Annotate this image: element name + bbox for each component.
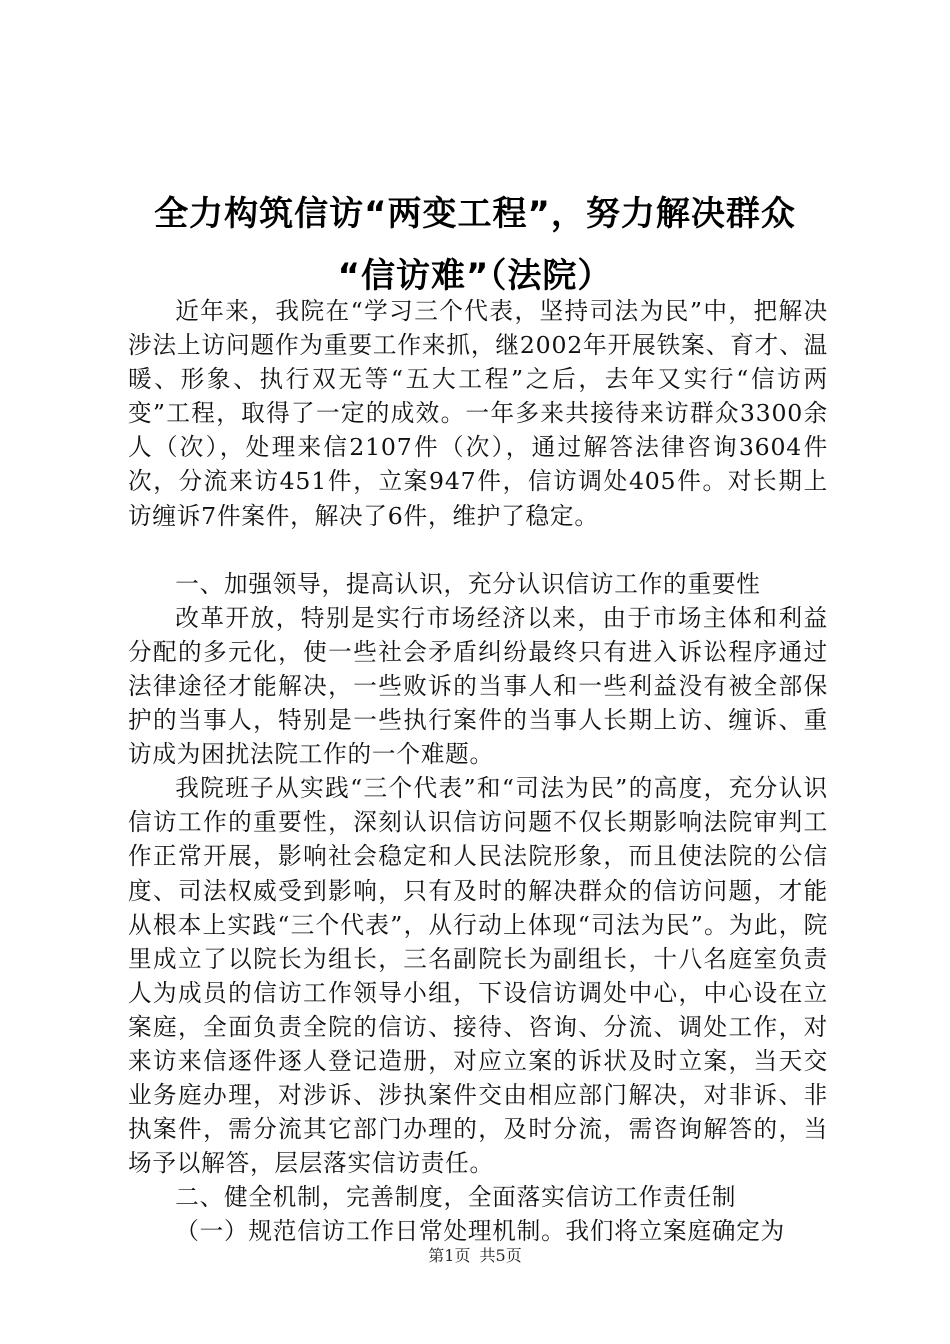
section-heading-2: 二、健全机制，完善制度，全面落实信访工作责任制 bbox=[175, 1183, 737, 1212]
page-total: 共5页 bbox=[479, 1246, 522, 1265]
body-paragraph: （一）规范信访工作日常处理机制。我们将立案庭确定为 bbox=[175, 1217, 786, 1246]
section-heading-1: 一、加强领导，提高认识，充分认识信访工作的重要性 bbox=[175, 569, 761, 598]
document-title-line-1: 全力构筑信访“两变工程”，努力解决群众 bbox=[154, 194, 796, 234]
page-footer bbox=[0, 1243, 950, 1266]
document-title-line-2: “信访难”（法院） bbox=[337, 256, 613, 296]
intro-paragraph: 近年来，我院在“学习三个代表，坚持司法为民”中，把解决涉法上访问题作为重要工作来抓，继2002年开展铁案、育才、温暖、形象、执行双无等“五大工程”之后，去年又实行“信访两变”工程，取得了一定的成效。一年多来共接待来访群众3300余人（次），处理来信2107件（次），通过解答法律咨询3604件次，分流来访451件，立案947件，信访调处405件。对长期上访缠诉7件案件，解决了6件，维护了稳定。 bbox=[128, 297, 828, 530]
page-number: 第1页 bbox=[428, 1246, 471, 1265]
body-paragraph: 我院班子从实践“三个代表”和“司法为民”的高度，充分认识信访工作的重要性，深刻认识信访问题不仅长期影响法院审判工作正常开展，影响社会稳定和人民法院形象，而且使法院的公信度、司法权威受到影响，只有及时的解决群众的信访问题，才能从根本上实践“三个代表”，从行动上体现“司法为民”。为此，院里成立了以院长为组长，三名副院长为副组长，十八名庭室负责人为成员的信访工作领导小组，下设信访调处中心，中心设在立案庭，全面负责全院的信访、接待、咨询、分流、调处工作，对来访来信逐件逐人登记造册，对应立案的诉状及时立案，当天交业务庭办理，对涉诉、涉执案件交由相应部门解决，对非诉、非执案件，需分流其它部门办理的，及时分流，需咨询解答的，当场予以解答，层层落实信访责任。 bbox=[128, 774, 828, 1178]
body-paragraph: 改革开放，特别是实行市场经济以来，由于市场主体和利益分配的多元化，使一些社会矛盾纠纷最终只有进入诉讼程序通过法律途径才能解决，一些败诉的当事人和一些利益没有被全部保护的当事人，特别是一些执行案件的当事人长期上访、缠诉、重访成为困扰法院工作的一个难题。 bbox=[128, 603, 828, 769]
document-body bbox=[128, 294, 828, 1249]
